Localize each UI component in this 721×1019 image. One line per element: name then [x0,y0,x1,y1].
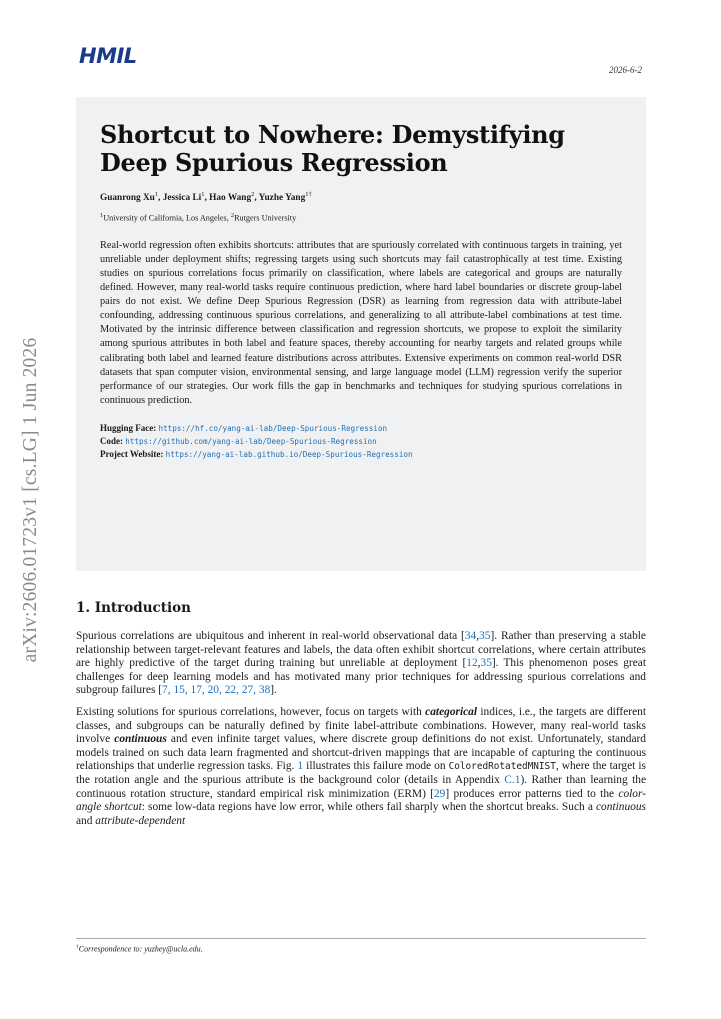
author-mark: 1 [201,191,205,198]
abstract-box [76,97,646,571]
figure-ref-link[interactable]: 1 [297,760,304,773]
affiliation-name: Rutgers University [234,213,297,223]
link-label: Hugging Face: [100,422,157,433]
text-run: and even infinite target values, where discrete group definitions do not exist. Unfortunately, standard models trained on such data learn fragmented and shortcut-driven mappings that are incapable of capturing the continuous relationships that underlie regression tasks. Fig. [76,733,647,773]
link-row-huggingface [100,422,622,435]
link-row-code [100,435,622,448]
author-name: Guanrong Xu [100,193,155,204]
text-run: ] produces error patterns tied to the [445,787,619,800]
citation-link[interactable]: 35 [480,657,492,670]
code-link[interactable]: https://github.com/yang-ai-lab/Deep-Spurious-Regression [125,436,377,446]
link-row-website [100,448,622,461]
footnote-text: Correspondence to: yuzhey@ucla.edu. [78,944,203,954]
text-run: ). Rather than learning the continuous rotation structure, standard empirical risk minimization (ERM) [ [76,773,646,800]
citation-link[interactable]: 12 [466,657,478,670]
citation-link[interactable]: 29 [433,787,446,800]
emphasis: categorical [425,705,478,718]
appendix-ref-link[interactable]: C.1 [504,773,521,786]
arxiv-stamp-text: arXiv:2606.01723v1 [cs.LG] 1 Jun 2026 [20,337,41,663]
author-list: Guanrong Xu$^1$, Jessica Li$^1$, Hao Wang$^2$, Yuzhe Yang$^{1\dagger}$ [100,191,312,204]
author-mark: 2 [251,191,255,198]
text-run: ]. This phenomenon poses great challenges for deep learning models and has motivated many prior techniques for addressing spurious correlations and subgroup failures [ [76,657,646,697]
text-run: , [476,630,480,642]
lab-logo-text: HMIL [79,44,137,68]
emphasis: continuous [114,733,167,746]
text-run: Spurious correlations are ubiquitous and inherent in real-world observational data [ [76,630,465,642]
citation-link[interactable]: 35 [479,630,491,642]
lab-logo [79,44,141,72]
intro-paragraph-1 [76,630,646,698]
affiliation-name: University of California, Los Angeles [103,213,227,223]
arxiv-stamp [6,300,56,700]
dataset-name: ColoredRotatedMNIST [448,761,556,773]
italic-term: attribute-dependent [95,814,186,827]
intro-paragraph-2 [76,706,646,828]
footnote-mark: † [76,944,79,950]
author-name: Yuzhe Yang [258,193,306,204]
citation-link[interactable]: 34 [464,630,477,642]
text-run: , where the target is the rotation angle and the spurious attribute is the background color (details in Appendix [76,760,646,786]
link-label: Project Website: [100,448,164,459]
author-name: Jessica Li [162,193,202,204]
abstract-text: Real-world regression often exhibits shortcuts: attributes that are spuriously correlated with continuous targets in training, yet unreliable under deployment shifts; regressing targets using such shortcuts may fail catastrophically at test time. Existing studies on spurious correlations focus primarily on classification, where labels are categorical and groups are naturally defined. However, many real-world tasks require continuous prediction, where hard label boundaries or discrete group-label pairs do not exist. We define Deep Spurious Regression (DSR) as learning from regression data with attribute-label confounding, addressing continuous spurious correlations, and generalizing to all attribute-label combinations at test time. Motivated by the intrinsic difference between classification and regression shortcuts, we propose to exploit the similarity among spurious attributes in both label and feature spaces, thereby accounting for nearby targets and related groups while calibrating both label and learned feature distributions across attributes. Extensive experiments on common real-world DSR datasets that span computer vision, environmental sensing, and large language model (LLM) regression verify the superior performance of our strategies. Our work fills the gap in benchmarks and techniques for studying spurious correlations in continuous prediction. [100,239,622,406]
footnote-divider [76,938,646,939]
text-run: and [76,814,96,827]
author-mark: 1† [305,191,312,198]
text-run: ]. [270,684,277,697]
link-label: Code: [100,435,123,446]
resource-links [100,422,622,461]
footnote [76,944,203,954]
paper-title: Shortcut to Nowhere: Demystifying Deep Spurious Regression [100,120,565,177]
publication-date: 2026-6-2 [609,65,642,75]
section-heading: 1. Introduction [76,600,191,616]
affiliations: $^1$University of California, Los Angeles, $^2$Rutgers University [100,212,297,223]
project-website-link[interactable]: https://yang-ai-lab.github.io/Deep-Spurious-Regression [165,449,413,459]
huggingface-link[interactable]: https://hf.co/yang-ai-lab/Deep-Spurious-Regression [158,423,388,433]
text-run: ]. Rather than preserving a stable relationship between target-relevant features and labels, the data often exhibit shortcut correlations, where certain attributes are highly predictive of the target during training but unreliable at deployment [ [76,630,646,670]
text-run: : some low-data regions have low error, while others fail sharply when the shortcut breaks. Such a [141,801,596,814]
text-run: , [477,657,481,670]
italic-term: color-angle shortcut [76,787,646,814]
author-name: Hao Wang [209,193,252,204]
italic-term: continuous [596,801,646,814]
affiliation-mark: 1 [100,212,104,220]
introduction-section [76,600,646,836]
text-run: illustrates this failure mode on [303,760,449,773]
affiliation-mark: 2 [230,212,235,220]
text-run: indices, i.e., the targets are different classes, and subgroups can be naturally defined by finite label-attribute combinations. However, many real-world tasks involve [76,705,646,746]
author-mark: 1 [154,191,159,198]
text-run: Existing solutions for spurious correlations, however, focus on targets with [76,705,426,718]
citation-link[interactable]: 7, 15, 17, 20, 22, 27, 38 [162,684,271,697]
